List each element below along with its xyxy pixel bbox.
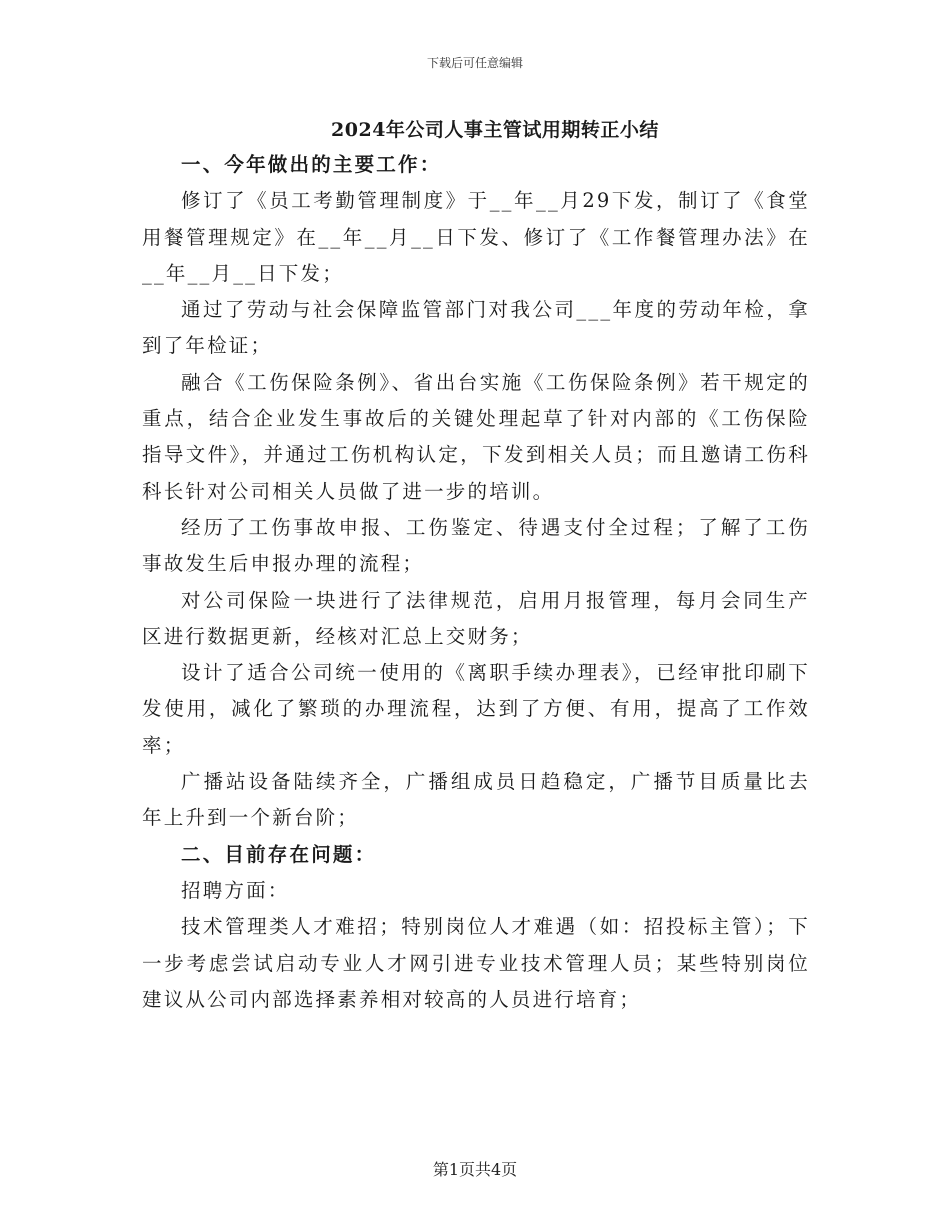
document-body	[142, 147, 810, 1018]
paragraph: 经历了工伤事故申报、工伤鉴定、待遇支付全过程；了解了工伤事故发生后申报办理的流程；	[142, 515, 810, 576]
paragraph: 修订了《员工考勤管理制度》于__年__月29下发，制订了《食堂用餐管理规定》在__年__月__日下发、修订了《工作餐管理办法》在__年__月__日下发；	[142, 189, 810, 285]
paragraph: 招聘方面：	[181, 878, 290, 902]
paragraph: 技术管理类人才难招；特别岗位人才难遇（如：招投标主管）；下一步考虑尝试启动专业人才网引进专业技术管理人员；某些特别岗位建议从公司内部选择素养相对较高的人员进行培育；	[142, 915, 810, 1011]
section-heading-2: 二、目前存在问题：	[181, 842, 377, 866]
paragraph: 对公司保险一块进行了法律规范，启用月报管理，每月会同生产区进行数据更新，经核对汇总上交财务；	[142, 588, 810, 648]
document-title: 2024年公司人事主管试用期转正小结	[331, 119, 659, 141]
paragraph: 广播站设备陆续齐全，广播组成员日趋稳定，广播节目质量比去年上升到一个新台阶；	[142, 770, 810, 830]
paragraph: 融合《工伤保险条例》、省出台实施《工伤保险条例》若干规定的重点，结合企业发生事故后的关键处理起草了针对内部的《工伤保险指导文件》，并通过工伤机构认定，下发到相关人员；而且邀请工伤科科长针对公司相关人员做了进一步的培训。	[142, 370, 810, 503]
paragraph: 通过了劳动与社会保障监管部门对我公司___年度的劳动年检，拿到了年检证；	[142, 298, 810, 358]
header-note: 下载后可任意编辑	[426, 56, 523, 70]
section-heading-1: 一、今年做出的主要工作：	[181, 153, 442, 176]
paragraph: 设计了适合公司统一使用的《离职手续办理表》，已经审批印刷下发使用，减化了繁琐的办理流程，达到了方便、有用，提高了工作效率；	[142, 661, 810, 757]
page-footer: 第1页共4页	[432, 1160, 518, 1179]
